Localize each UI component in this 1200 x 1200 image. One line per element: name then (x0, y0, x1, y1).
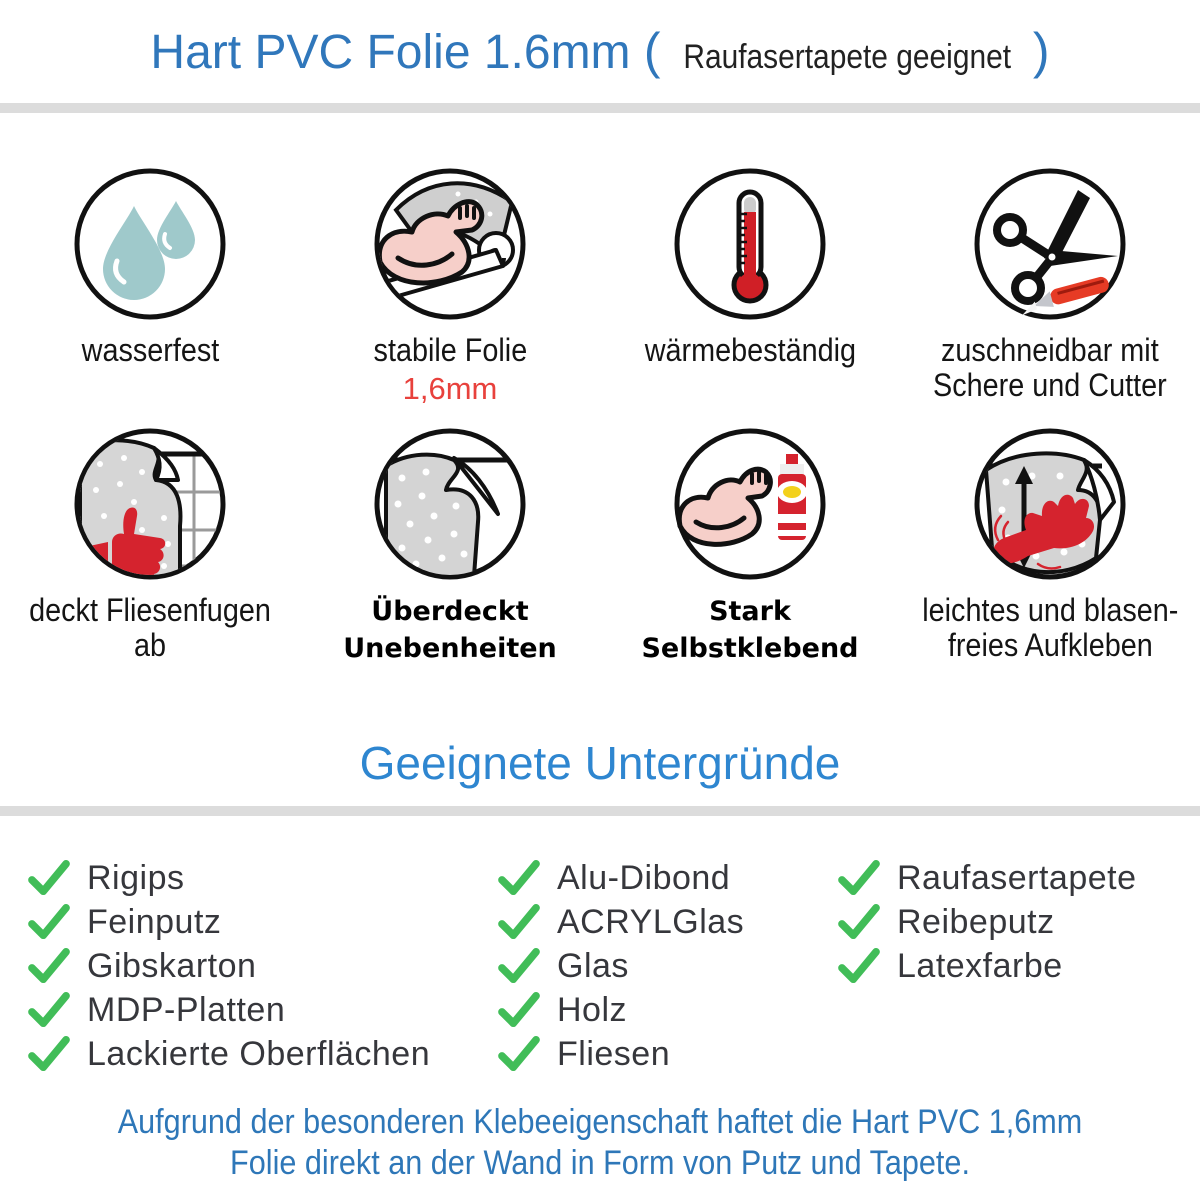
section-title: Geeignete Untergründe (359, 737, 841, 789)
substrate-label: Holz (557, 990, 628, 1029)
feature-wasserfest (0, 166, 300, 407)
feature-label: wasserfest (81, 332, 219, 368)
title-paren-close: ) (1032, 23, 1050, 79)
check-icon (498, 1036, 540, 1072)
feature-row-2 (0, 426, 1200, 667)
substrate-label: Lackierte Oberflächen (87, 1034, 431, 1073)
check-icon (498, 860, 540, 896)
substrate-item (838, 900, 1137, 944)
thermometer-icon (672, 166, 828, 322)
water-drops-icon (72, 166, 228, 322)
substrate-label: Glas (557, 946, 629, 985)
feature-label: zuschneidbar mit Schere und Cutter (933, 332, 1167, 403)
page-title: Hart PVC Folie 1.6mm (150, 26, 644, 79)
substrate-label: Reibeputz (897, 902, 1055, 941)
substrate-item (838, 856, 1137, 900)
substrate-label: ACRYLGlas (557, 902, 745, 941)
feature-unebenheiten (300, 426, 600, 667)
substrate-item (28, 988, 430, 1032)
feature-label: deckt Fliesenfugen ab (29, 592, 271, 663)
substrate-item (498, 900, 744, 944)
check-icon (28, 860, 70, 896)
divider-top (0, 103, 1200, 113)
check-icon (838, 948, 880, 984)
substrate-item (498, 856, 744, 900)
substrate-label: Gibskarton (87, 946, 257, 985)
substrate-label: Raufasertapete (897, 858, 1137, 897)
muscle-foil-icon (372, 166, 528, 322)
substrate-label: Latexfarbe (897, 946, 1063, 985)
substrate-item (498, 1032, 744, 1076)
tile-joints-thumb-icon (72, 426, 228, 582)
substrate-item (498, 944, 744, 988)
check-icon (28, 948, 70, 984)
footer-line-1: Aufgrund der besonderen Klebeeigenschaft haftet die Hart PVC 1,6mm (117, 1103, 1083, 1141)
check-icon (28, 1036, 70, 1072)
substrate-label: Fliesen (557, 1034, 671, 1073)
check-icon (498, 992, 540, 1028)
scissors-cutter-icon (972, 166, 1128, 322)
feature-fliesenfugen (0, 426, 300, 667)
feature-zuschneidbar (900, 166, 1200, 407)
check-icon (498, 904, 540, 940)
check-icon (28, 904, 70, 940)
substrate-label: Alu-Dibond (557, 858, 731, 897)
substrate-item (28, 900, 430, 944)
substrate-item (498, 988, 744, 1032)
footer-note (0, 1102, 1200, 1184)
feature-stabile-folie (300, 166, 600, 407)
substrate-item (838, 944, 1137, 988)
feature-row-1 (0, 166, 1200, 407)
dotted-foil-icon (372, 426, 528, 582)
substrate-item (28, 856, 430, 900)
feature-waermebestaendig (600, 166, 900, 407)
substrate-label: Rigips (87, 858, 185, 897)
feature-selbstklebend (600, 426, 900, 667)
thickness-value: 1,6mm (402, 371, 498, 406)
feature-label: leichtes und blasen- freies Aufkleben (921, 592, 1179, 663)
substrate-column-2 (498, 856, 744, 1076)
check-icon (838, 860, 880, 896)
check-icon (28, 992, 70, 1028)
feature-label: stabile Folie (373, 332, 527, 368)
feature-label: wärmebeständig (644, 332, 856, 368)
feature-label: Stark Selbstklebend (641, 596, 859, 664)
substrate-column-1 (28, 856, 430, 1076)
footer-line-2: Folie direkt an der Wand in Form von Putz und Tapete. (230, 1144, 970, 1182)
substrate-item (28, 944, 430, 988)
check-icon (838, 904, 880, 940)
substrate-label: Feinputz (87, 902, 222, 941)
feature-label: Überdeckt Unebenheiten (343, 596, 557, 664)
header (0, 22, 1200, 80)
title-note: Raufasertapete geeignet (682, 38, 1011, 76)
check-icon (498, 948, 540, 984)
substrate-column-3 (838, 856, 1137, 988)
hand-smoothing-icon (972, 426, 1128, 582)
muscle-glue-icon (672, 426, 828, 582)
feature-aufkleben (900, 426, 1200, 667)
divider-middle (0, 806, 1200, 816)
substrate-item (28, 1032, 430, 1076)
title-paren-open: ( (643, 23, 661, 79)
substrate-label: MDP-Platten (87, 990, 286, 1029)
